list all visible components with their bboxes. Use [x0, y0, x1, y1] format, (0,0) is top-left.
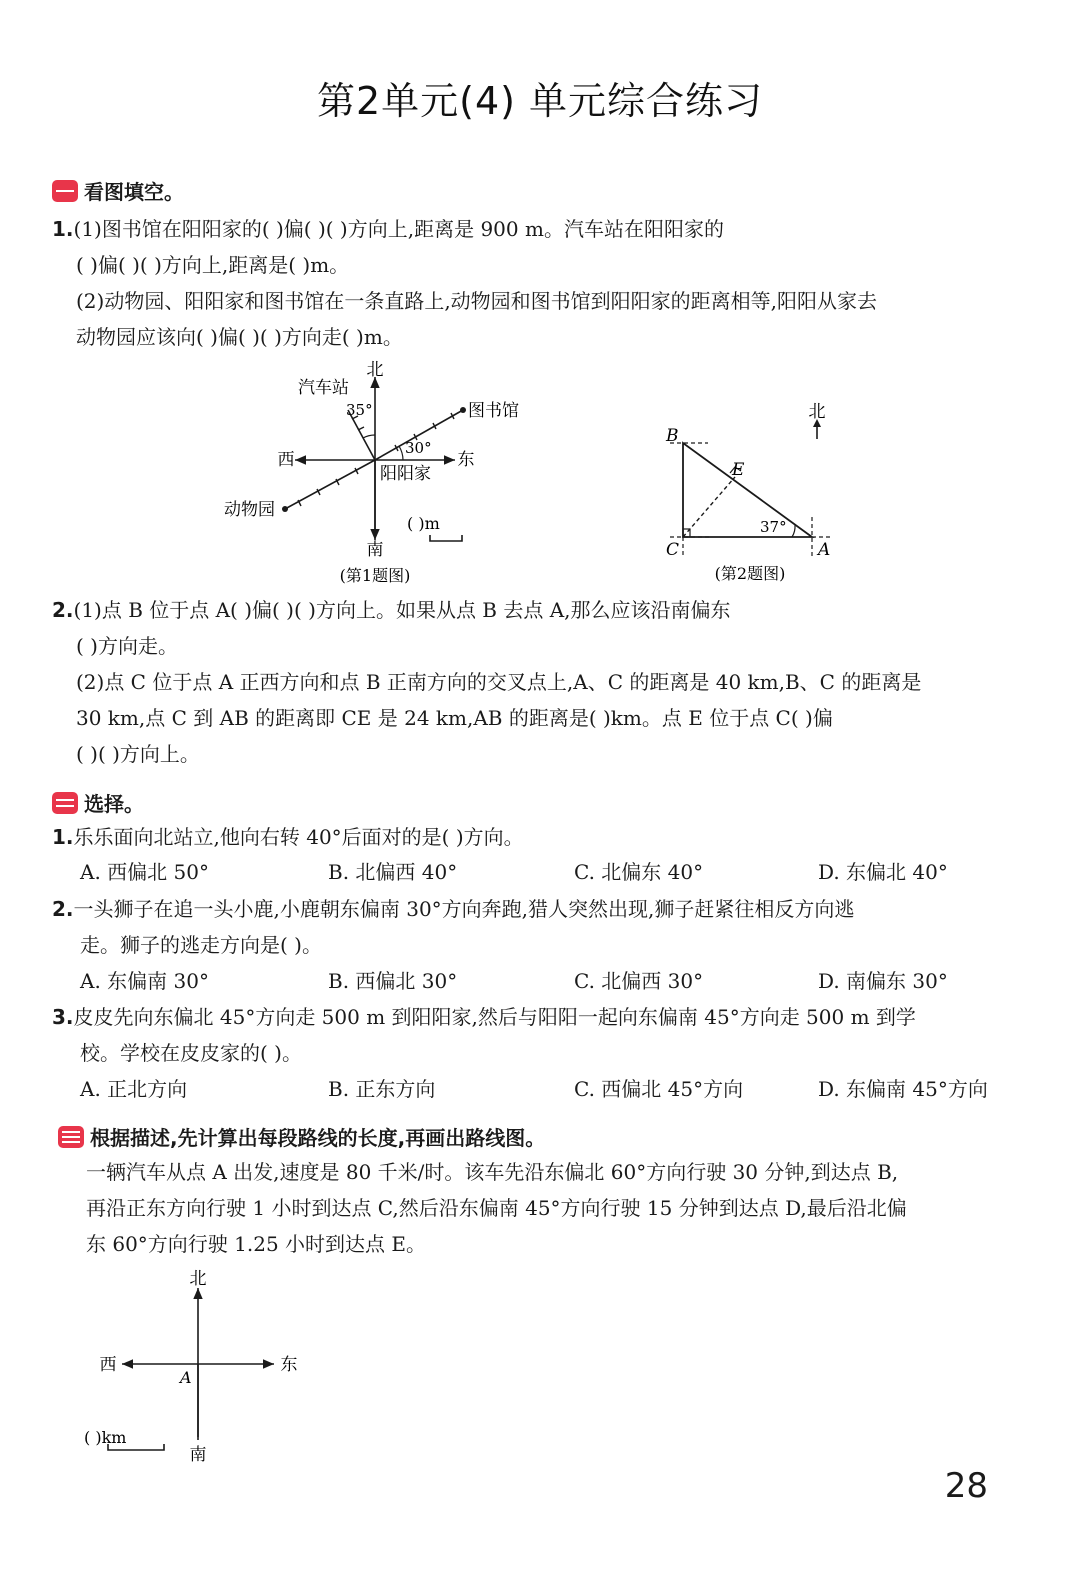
fig2-angle-37-label: 37°: [760, 518, 787, 536]
section-3-label: 根据描述,先计算出每段路线的长度,再画出路线图。: [90, 1126, 546, 1150]
fig2-point-a: A: [818, 540, 831, 560]
bus-station-label: 汽车站: [298, 378, 349, 398]
figure-1-compass: [200, 355, 560, 590]
fig3-scale-label: ( )km: [84, 1428, 127, 1447]
fig1-caption: (第1题图): [339, 566, 411, 585]
page-title: 第2单元(4) 单元综合练习: [316, 79, 764, 123]
q2-text-1: (1)点 B 位于点 A( )偏( )( )方向上。如果从点 B 去点 A,那么应该沿南偏东: [73, 598, 731, 622]
fig1-east-label: 东: [457, 450, 475, 470]
fig2-caption: (第2题图): [714, 564, 786, 583]
q1-number: 1.: [52, 217, 74, 241]
figure-2-triangle: [650, 395, 850, 590]
angle-30-label: 30°: [405, 439, 432, 457]
choice-q1-option-b: B. 北偏西 40°: [328, 860, 458, 884]
q2-line-5: ( )( )方向上。: [76, 742, 200, 766]
library-point: [460, 407, 466, 413]
fig3-south-label: 南: [189, 1445, 207, 1465]
choice-q3-line-1: [52, 1003, 916, 1031]
choice-q2-line-1: [52, 895, 854, 923]
section-2-badge-icon: [52, 792, 78, 814]
section-1-label: 看图填空。: [84, 180, 184, 204]
zoo-label: 动物园: [224, 500, 275, 520]
q1-line-4: 动物园应该向( )偏( )( )方向走( )m。: [76, 325, 403, 349]
library-label: 图书馆: [468, 401, 519, 421]
fig3-east-label: 东: [280, 1355, 298, 1375]
choice-q2-line-2: 走。狮子的逃走方向是( )。: [80, 933, 322, 957]
choice-q2-option-a: A. 东偏南 30°: [80, 969, 209, 993]
fig1-west-label: 西: [277, 450, 295, 470]
choice-q3-option-d: D. 东偏南 45°方向: [818, 1077, 988, 1101]
choice-q2-text-1: 一头狮子在追一头小鹿,小鹿朝东偏南 30°方向奔跑,猎人突然出现,狮子赶紧往相反方向逃: [73, 897, 855, 921]
fig1-scale-label: ( )m: [407, 514, 440, 533]
section-3-line-1: 一辆汽车从点 A 出发,速度是 80 千米/时。该车先沿东偏北 60°方向行驶 30 分钟,到达点 B,: [86, 1160, 899, 1184]
fig1-north-label: 北: [366, 360, 384, 380]
section-3-badge-icon: [58, 1126, 84, 1148]
choice-q1-option-a: A. 西偏北 50°: [80, 860, 209, 884]
choice-q3-text-1: 皮皮先向东偏北 45°方向走 500 m 到阳阳家,然后与阳阳一起向东偏南 45°方向走 500 m 到学: [73, 1005, 916, 1029]
section-2-heading: [52, 788, 144, 817]
section-1-badge-icon: [52, 180, 78, 202]
fig2-north-label: 北: [808, 402, 826, 422]
q1-line-1: [52, 215, 724, 243]
q2-number: 2.: [52, 598, 74, 622]
scale-bar: [430, 535, 462, 541]
choice-q2-number: 2.: [52, 897, 74, 921]
section-3-line-2: 再沿正东方向行驶 1 小时到达点 C,然后沿东偏南 45°方向行驶 15 分钟到达点 D,最后沿北偏: [86, 1196, 907, 1220]
triangle-abc: [683, 443, 812, 537]
choice-q3-number: 3.: [52, 1005, 74, 1029]
choice-q1-option-c: C. 北偏东 40°: [574, 860, 704, 884]
q2-line-3: (2)点 C 位于点 A 正西方向和点 B 正南方向的交叉点上,A、C 的距离是 40 km,B、C 的距离是: [76, 670, 922, 694]
choice-q1-number: 1.: [52, 825, 74, 849]
choice-q2-option-c: C. 北偏西 30°: [574, 969, 704, 993]
q1-text-1: (1)图书馆在阳阳家的( )偏( )( )方向上,距离是 900 m。汽车站在阳阳家的: [73, 217, 724, 241]
choice-q1-line-1: [52, 823, 524, 851]
q2-line-4: 30 km,点 C 到 AB 的距离即 CE 是 24 km,AB 的距离是( )km。点 E 位于点 C( )偏: [76, 706, 833, 730]
q2-line-2: ( )方向走。: [76, 634, 178, 658]
fig3-west-label: 西: [99, 1355, 117, 1375]
section-3-line-3: 东 60°方向行驶 1.25 小时到达点 E。: [86, 1232, 427, 1256]
angle-35-label: 35°: [346, 401, 373, 419]
home-label: 阳阳家: [380, 464, 431, 484]
page-number: 28: [944, 1466, 988, 1506]
choice-q3-option-b: B. 正东方向: [328, 1077, 436, 1101]
fig3-north-label: 北: [189, 1269, 207, 1289]
section-2-label: 选择。: [84, 792, 144, 816]
choice-q3-option-c: C. 西偏北 45°方向: [574, 1077, 744, 1101]
fig2-point-c: C: [666, 540, 680, 560]
q1-line-3: (2)动物园、阳阳家和图书馆在一条直路上,动物园和图书馆到阳阳家的距离相等,阳阳从家去: [76, 289, 878, 313]
choice-q3-line-2: 校。学校在皮皮家的( )。: [80, 1041, 302, 1065]
choice-q1-text: 乐乐面向北站立,他向右转 40°后面对的是( )方向。: [73, 825, 524, 849]
q2-line-1: [52, 596, 731, 624]
choice-q1-option-d: D. 东偏北 40°: [818, 860, 948, 884]
fig2-point-e: E: [732, 460, 745, 480]
choice-q3-option-a: A. 正北方向: [80, 1077, 188, 1101]
fig1-south-label: 南: [366, 540, 384, 560]
figure-3-compass: [70, 1262, 330, 1472]
fig3-point-a: A: [180, 1368, 192, 1387]
zoo-point: [282, 506, 288, 512]
q1-line-2: ( )偏( )( )方向上,距离是( )m。: [76, 253, 350, 277]
fig2-point-b: B: [666, 426, 679, 446]
choice-q2-option-b: B. 西偏北 30°: [328, 969, 458, 993]
choice-q2-option-d: D. 南偏东 30°: [818, 969, 948, 993]
section-1-heading: [52, 176, 184, 205]
section-3-heading: [58, 1122, 545, 1151]
segment-ce: [683, 477, 735, 537]
